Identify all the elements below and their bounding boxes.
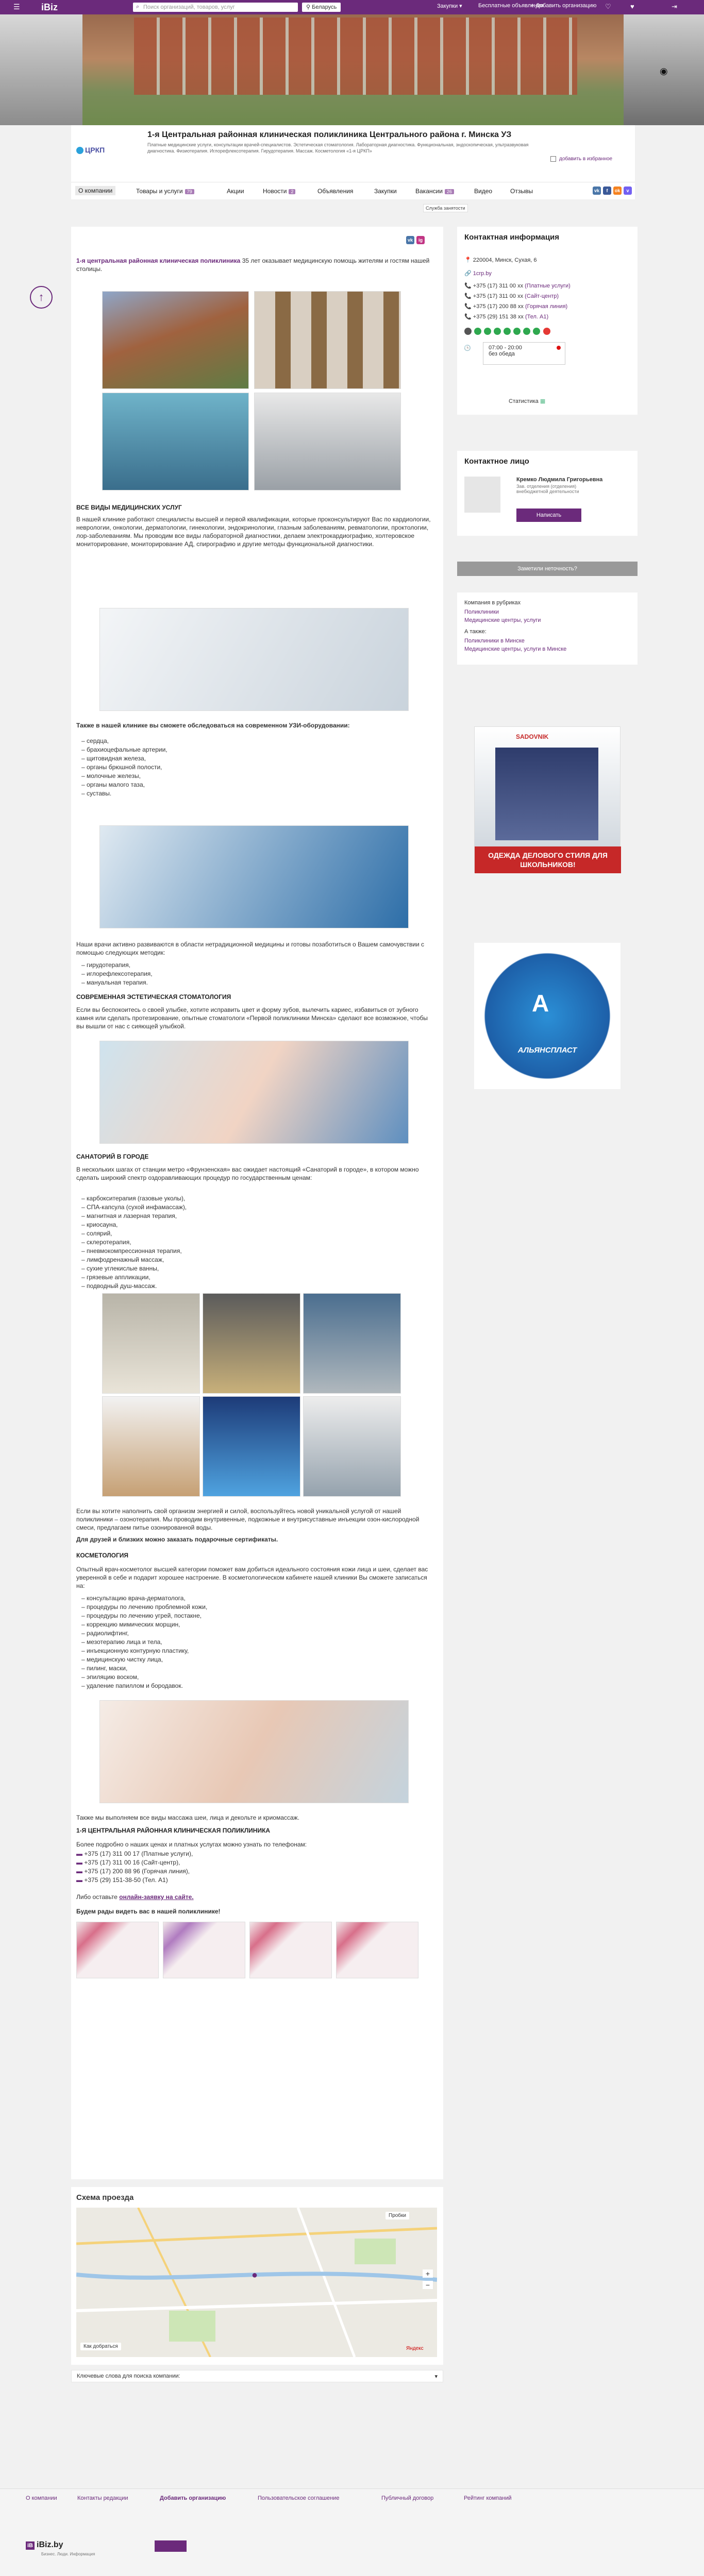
paragraph-cosmetology: Опытный врач-косметолог высшей категории поможет вам добиться идеального состояния кожи лица и шеи, сделает вас уверенной в себе и подарит хорошее настроение. В косметологическом кабинете нашей клиники Вы сможете записаться на:: [76, 1566, 428, 1589]
chevron-down-icon: ▾: [434, 2374, 438, 2380]
status-dot-icon: [557, 346, 561, 350]
certificate-thumb-2[interactable]: [163, 1922, 245, 1978]
list-item: – органы брюшной полости,: [81, 763, 167, 772]
messenger-icon[interactable]: [533, 328, 540, 335]
tab-products[interactable]: Товары и услуги 79: [136, 188, 194, 195]
site-logo[interactable]: iBiz: [41, 2, 58, 12]
rubric-link[interactable]: Медицинские центры, услуги в Минске: [464, 646, 567, 652]
org-name: 1-я Центральная районная клиническая поликлиника Центрального района г. Минска УЗ: [147, 130, 512, 139]
visitor-counter: [155, 2540, 187, 2552]
person-role: Зав. отделения (отделения) внебюджетной деятельности: [516, 484, 579, 494]
tab-about[interactable]: О компании: [75, 186, 115, 195]
website-link[interactable]: 🔗 1crp.by: [464, 270, 492, 277]
online-request: Либо оставьте онлайн-заявку на сайте.: [76, 1893, 194, 1901]
tab-ads[interactable]: Объявления: [317, 188, 354, 195]
messenger-icon[interactable]: [513, 328, 521, 335]
location-pin-icon: ⚲: [306, 4, 311, 10]
certificate-thumb-4[interactable]: [336, 1922, 418, 1978]
menu-icon[interactable]: ☰: [13, 3, 20, 11]
map-marker-icon[interactable]: ●: [252, 2269, 258, 2281]
footer-link[interactable]: Публичный договор: [381, 2495, 434, 2501]
paragraph-sanatorium: В нескольких шагах от станции метро «Фрунзенская» вас ожидает настоящий «Санаторий в городе», в котором можно сделать широкий спектр оздоравливающих процедур по государственным ценам:: [76, 1166, 419, 1181]
phone-3[interactable]: 📞 +375 (17) 200 88 xx (Горячая линия): [464, 303, 568, 310]
messenger-icon[interactable]: [504, 328, 511, 335]
list-item: – брахиоцефальные артерии,: [81, 745, 167, 754]
phone-item[interactable]: ▬ +375 (29) 151-38-50 (Тел. А1): [76, 1876, 168, 1884]
photo-ultrasound: [99, 825, 409, 928]
certificate-thumb-3[interactable]: [249, 1922, 332, 1978]
footer-link[interactable]: Добавить организацию: [160, 2495, 226, 2501]
list-item: – суставы.: [81, 789, 167, 798]
map-roads: [76, 2208, 437, 2357]
list-item: – процедуры по лечению проблемной кожи,: [81, 1603, 207, 1612]
report-error-button[interactable]: Заметили неточность?: [457, 562, 638, 576]
org-logo: ЦРКП: [76, 141, 123, 161]
zakupki-link[interactable]: Закупки ▾: [437, 3, 462, 9]
list-item: – молочные железы,: [81, 772, 167, 781]
list-item: – мезотерапию лица и тела,: [81, 1638, 207, 1647]
heading-sanatorium: САНАТОРИЙ В ГОРОДЕ: [76, 1153, 149, 1160]
add-to-favorites[interactable]: добавить в избранное: [550, 156, 612, 162]
bell-icon[interactable]: ♡: [605, 3, 611, 10]
photo-doctor-stethoscope: [99, 608, 409, 711]
list-item: – пневмокомпрессионная терапия,: [81, 1247, 187, 1256]
phone-1[interactable]: 📞 +375 (17) 311 00 xx (Платные услуги): [464, 283, 571, 289]
list-item: – радиолифтинг,: [81, 1629, 207, 1638]
ad-brand: SADOVNIK: [516, 733, 549, 740]
link-icon: 🔗: [464, 270, 473, 277]
ad-banner-sadovnik[interactable]: [474, 726, 621, 873]
search-input[interactable]: ⌕ Поиск организаций, товаров, услуг: [133, 3, 298, 12]
paragraph-welcome: Будем рады видеть вас в нашей поликлинике!: [76, 1908, 221, 1915]
contact-title: Контактная информация: [464, 233, 560, 242]
uzi-heading: Также в нашей клинике вы сможете обследоваться на современном УЗИ-оборудовании:: [76, 722, 350, 729]
paragraph-alternative: Наши врачи активно развиваются в области нетрадиционной медицины и готовы позаботиться о Вашем самочувствии с помощью следующих методик:: [76, 941, 424, 956]
rubric-link[interactable]: Поликлиники в Минске: [464, 638, 525, 644]
keywords-section[interactable]: Ключевые слова для поиска компании: ▾: [71, 2370, 443, 2382]
traffic-button[interactable]: Пробки: [385, 2212, 409, 2219]
zoom-in-button[interactable]: +: [423, 2269, 433, 2278]
certificate-thumb-1[interactable]: [76, 1922, 159, 1978]
clock-icon: 🕒: [464, 345, 471, 351]
phone-2[interactable]: 📞 +375 (17) 311 00 xx (Сайт-центр): [464, 293, 559, 299]
rubrics-title: Компания в рубриках: [464, 600, 521, 606]
ad-logo-icon: A: [532, 990, 549, 1016]
list-item: – иглорефлексотерапия,: [81, 970, 153, 978]
viber-icon[interactable]: v: [624, 187, 632, 195]
zoom-out-button[interactable]: −: [423, 2281, 433, 2289]
chart-icon: ▦: [540, 398, 546, 404]
top-bar: [0, 0, 704, 14]
paragraph-prices: Более подробно о наших ценах и платных услугах можно узнать по телефонам:: [76, 1841, 307, 1848]
avatar: [464, 477, 500, 513]
heading-dentistry: СОВРЕМЕННАЯ ЭСТЕТИЧЕСКАЯ СТОМАТОЛОГИЯ: [76, 993, 231, 1001]
route-map[interactable]: [76, 2208, 437, 2357]
heart-icon[interactable]: ♥: [630, 3, 634, 10]
list-item: – магнитная и лазерная терапия,: [81, 1212, 187, 1221]
photo-smile: [99, 1041, 409, 1144]
rubrics-card: [457, 592, 638, 665]
free-ads-link[interactable]: Бесплатные объявления: [478, 3, 544, 9]
paragraph-ozone: Если вы хотите наполнить свой организм энергией и силой, воспользуйтесь новой уникальной услугой от нашей поликлиники – озонотерапия. Мы проводим внутривенные, подкожные и внутрисуставные инъекции озон-кислородной смеси, предлагаем питье озонированной воды.: [76, 1507, 420, 1531]
contact-card: [457, 227, 638, 415]
messenger-icon[interactable]: [523, 328, 530, 335]
country-select[interactable]: ⚲ Беларусь: [302, 3, 341, 12]
login-icon[interactable]: ⇥: [672, 3, 677, 10]
ad-brand: АЛЬЯНСПЛАСТ: [517, 1046, 577, 1055]
logo-mark-icon: [76, 147, 83, 154]
messenger-icon[interactable]: [494, 328, 501, 335]
phone-item[interactable]: ▬ +375 (17) 311 00 17 (Платные услуги),: [76, 1850, 193, 1857]
footer-link[interactable]: О компании: [26, 2495, 57, 2501]
list-item: – гирудотерапия,: [81, 961, 153, 970]
tab-news[interactable]: Новости 2: [263, 188, 295, 195]
phone-4[interactable]: 📞 +375 (29) 151 38 xx (Тел. А1): [464, 314, 549, 320]
photo-certificates: [254, 291, 401, 389]
ad-photo-children: [495, 748, 598, 840]
location-icon: 📍: [464, 257, 473, 263]
online-request-link[interactable]: онлайн-заявку на сайте.: [119, 1893, 194, 1901]
checkbox-icon: [550, 156, 556, 162]
cosmetology-list: [81, 1594, 207, 1690]
route-button[interactable]: Как добраться: [80, 2343, 121, 2350]
list-item: – инъекционную контурную пластику,: [81, 1647, 207, 1655]
list-item: – мануальная терапия.: [81, 978, 153, 987]
person-title: Контактное лицо: [464, 457, 529, 466]
also-title: А также:: [464, 629, 487, 635]
scroll-up-icon[interactable]: ↑: [30, 286, 53, 309]
banner-building-photo: [134, 18, 577, 95]
phones-list: [76, 1850, 193, 1885]
tab-promotions[interactable]: Акции: [227, 188, 244, 195]
vk-page-icon[interactable]: vk: [406, 236, 414, 244]
footer-link[interactable]: Пользовательское соглашение: [258, 2495, 340, 2501]
messenger-icon[interactable]: [543, 328, 550, 335]
instagram-icon[interactable]: ig: [416, 236, 425, 244]
write-button[interactable]: Написать: [516, 509, 581, 522]
list-item: – подводный душ-массаж.: [81, 1282, 187, 1291]
map-section: [71, 2187, 443, 2365]
phone-item[interactable]: ▬ +375 (17) 311 00 16 (Сайт-центр),: [76, 1859, 180, 1866]
list-item: – солярий,: [81, 1229, 187, 1238]
list-item: – консультацию врача-дерматолога,: [81, 1594, 207, 1603]
list-item: – коррекцию мимических морщин,: [81, 1620, 207, 1629]
facebook-icon[interactable]: f: [603, 187, 611, 195]
list-item: – сухие углекислые ванны,: [81, 1264, 187, 1273]
photo-sanatorium-6: [303, 1396, 401, 1497]
messenger-icon[interactable]: [484, 328, 491, 335]
phone-item[interactable]: ▬ +375 (17) 200 88 96 (Горячая линия),: [76, 1868, 190, 1875]
list-item: – щитовидная железа,: [81, 754, 167, 763]
list-item: – грязевые аппликации,: [81, 1273, 187, 1282]
intro-text: 1-я центральная районная клиническая поликлиника 35 лет оказывает медицинскую помощь жителям и гостям нашей столицы.: [76, 257, 430, 273]
add-organization-link[interactable]: + Добавить организацию: [531, 3, 597, 9]
tab-vacancies[interactable]: Вакансии 26: [415, 188, 454, 195]
org-header: [71, 125, 635, 182]
list-item: – эпиляцию воском,: [81, 1673, 207, 1682]
eye-icon[interactable]: ◉: [660, 66, 668, 76]
list-item: – лимфодренажный массаж,: [81, 1256, 187, 1264]
footer-tagline: Бизнес. Люди. Информация: [41, 2552, 95, 2556]
tab-zakupki[interactable]: Закупки: [374, 188, 397, 195]
list-item: – карбокситерапия (газовые уколы),: [81, 1194, 187, 1203]
heading-cosmetology: КОСМЕТОЛОГИЯ: [76, 1552, 129, 1559]
paragraph-services: В нашей клинике работают специалисты высшей и первой квалификации, которые проконсультируют Вас по кардиологии, неврологии, онкологии, дерматологии, гинекологии, эндокринологии, глазным заболеваниям, ревматологии, проктологии, лор-заболеваниям. Мы проводим все виды лабораторной диагностики, делаем электрокардиографию, холтеровское мониторирование, мониторирование АД, спирографию и другие методы функциональной диагностики.: [76, 516, 431, 548]
org-description: Платные медицинские услуги, консультации врачей-специалистов. Эстетическая стоматология. Лабораторная диагностика. Функциональная, эндоскопическая, ультразвуковая диагностика. Физиотерапия. Иглорефлексотерапия. Гирудотерапия. Массаж. Косметология «1-я ЦРКП»: [147, 142, 529, 154]
odnoklassniki-icon[interactable]: ok: [613, 187, 622, 195]
tab-reviews[interactable]: Отзывы: [510, 188, 533, 195]
photo-building: [102, 291, 249, 389]
list-item: – пилинг, маски,: [81, 1664, 207, 1673]
messenger-icon[interactable]: [464, 328, 472, 335]
site-footer: [0, 2488, 704, 2576]
sanatorium-list: [81, 1194, 187, 1291]
ad-banner-alliansplast[interactable]: [474, 943, 621, 1089]
tab-video[interactable]: Видео: [474, 188, 493, 195]
photo-cosmetology: [99, 1700, 409, 1803]
messenger-icon[interactable]: [474, 328, 481, 335]
working-hours: 🕒 07:00 - 20:00 без обеда: [483, 342, 565, 365]
heading-services: ВСЕ ВИДЫ МЕДИЦИНСКИХ УСЛУГ: [76, 504, 182, 511]
address: 📍 220004, Минск, Сухая, 6: [464, 257, 537, 263]
list-item: – криосауна,: [81, 1221, 187, 1229]
tab-tooltip: Служба занятости: [423, 204, 468, 212]
header-banner: [0, 14, 704, 125]
uzi-list: [81, 737, 167, 798]
rubric-link[interactable]: Медицинские центры, услуги: [464, 617, 541, 623]
rubric-link[interactable]: Поликлиники: [464, 609, 499, 615]
list-item: – сердца,: [81, 737, 167, 745]
paragraph-massage: Также мы выполняем все виды массажа шеи, лица и декольте и криомассаж.: [76, 1814, 299, 1821]
photo-lab-equipment: [254, 393, 401, 490]
footer-link[interactable]: Контакты редакции: [77, 2495, 128, 2501]
banner-photo-left: [0, 14, 82, 125]
list-item: – склеротерапия,: [81, 1238, 187, 1247]
search-icon: ⌕: [136, 4, 140, 10]
alternative-list: [81, 961, 153, 987]
list-item: – органы малого таза,: [81, 781, 167, 789]
photo-dental-chair: [102, 393, 249, 490]
vk-icon[interactable]: vk: [593, 187, 601, 195]
article: [71, 227, 443, 2179]
map-title: Схема проезда: [76, 2193, 134, 2202]
photo-sanatorium-5: [203, 1396, 300, 1497]
photo-sanatorium-4: [102, 1396, 200, 1497]
heading-clinic: 1-Я ЦЕНТРАЛЬНАЯ РАЙОННАЯ КЛИНИЧЕСКАЯ ПОЛИКЛИНИКА: [76, 1827, 271, 1834]
footer-link[interactable]: Рейтинг компаний: [464, 2495, 512, 2501]
ad-text: ОДЕЖДА ДЕЛОВОГО СТИЛЯ ДЛЯ ШКОЛЬНИКОВ!: [475, 846, 621, 873]
yandex-logo: Яндекс: [406, 2346, 424, 2351]
company-tabs: [71, 182, 635, 199]
footer-logo[interactable]: iB iBiz.by: [26, 2540, 63, 2550]
contact-person-card: [457, 451, 638, 536]
list-item: – удаление папиллом и бородавок.: [81, 1682, 207, 1690]
paragraph-certificates: Для друзей и близких можно заказать подарочные сертификаты.: [76, 1536, 278, 1543]
messengers: [464, 328, 551, 336]
photo-sanatorium-2: [203, 1293, 300, 1394]
list-item: – медицинскую чистку лица,: [81, 1655, 207, 1664]
statistics-link[interactable]: Статистика ▦: [509, 398, 546, 404]
list-item: – процедуры по лечению угрей, постакне,: [81, 1612, 207, 1620]
photo-sanatorium-3: [303, 1293, 401, 1394]
list-item: – СПА-капсула (сухой инфамассаж),: [81, 1203, 187, 1212]
person-name: Кремко Людмила Григорьевна: [516, 477, 603, 483]
photo-sanatorium-1: [102, 1293, 200, 1394]
paragraph-dentistry: Если вы беспокоитесь о своей улыбке, хотите исправить цвет и форму зубов, вылечить кариес, избавиться от зубного камня или сделать протезирование, опытные стоматологи «Первой поликлиники Минска» сделают все возможное, чтобы вы вышли от нас с сияющей улыбкой.: [76, 1006, 428, 1030]
